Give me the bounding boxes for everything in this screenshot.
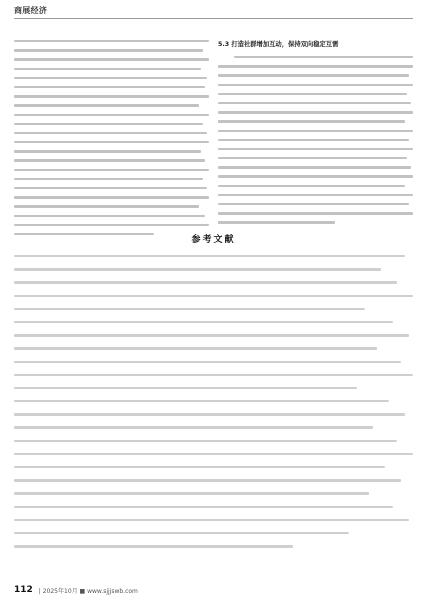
- text-line: [14, 196, 209, 198]
- left-column: [14, 40, 209, 242]
- reference-entry: [14, 453, 413, 455]
- reference-entry: [14, 361, 401, 363]
- reference-entry: [14, 413, 405, 415]
- reference-entry: [14, 387, 357, 389]
- text-line: [14, 178, 203, 180]
- reference-entry: [14, 321, 393, 323]
- reference-entry: [14, 347, 377, 349]
- reference-entry: [14, 466, 385, 468]
- journal-name: 商展经济: [14, 6, 48, 15]
- reference-entry: [14, 440, 397, 442]
- text-line: [218, 212, 413, 214]
- text-line: [218, 194, 413, 196]
- text-line: [218, 130, 413, 132]
- reference-entry: [14, 426, 373, 428]
- text-line: [218, 120, 405, 122]
- reference-entry: [14, 308, 365, 310]
- section-heading: 5.3 打造社群增加互动，保持双向稳定互需: [218, 41, 339, 48]
- text-line: [14, 40, 209, 42]
- text-line: [218, 111, 413, 113]
- text-line: [218, 157, 407, 159]
- text-line: [14, 159, 205, 161]
- text-line: [218, 65, 413, 67]
- text-line: [14, 187, 207, 189]
- reference-entry: [14, 295, 413, 297]
- text-line: [14, 123, 203, 125]
- references-title: 参考文献: [191, 235, 236, 245]
- footer-meta: | 2025年10月 ■ www.sjjjswb.com: [38, 587, 138, 595]
- text-line: [218, 93, 407, 95]
- reference-entry: [14, 545, 293, 547]
- reference-entry: [14, 334, 409, 336]
- text-line: [14, 95, 209, 97]
- reference-entry: [14, 532, 349, 534]
- reference-entry: [14, 506, 393, 508]
- text-line: [218, 74, 409, 76]
- reference-entry: [14, 400, 389, 402]
- text-line: [14, 141, 209, 143]
- reference-entry: [14, 479, 401, 481]
- text-line: [218, 203, 409, 205]
- text-line: [14, 150, 201, 152]
- text-line: [218, 84, 413, 86]
- reference-entry: [14, 492, 369, 494]
- text-line: [14, 77, 207, 79]
- text-line: [218, 102, 411, 104]
- reference-entry: [14, 255, 405, 257]
- text-line: [14, 205, 199, 207]
- reference-entry: [14, 374, 413, 376]
- text-line: [14, 215, 205, 217]
- text-line: [14, 169, 209, 171]
- text-line: [14, 86, 205, 88]
- references-list: [14, 255, 413, 558]
- reference-entry: [14, 268, 381, 270]
- header-rule: [14, 18, 413, 19]
- text-line: [218, 221, 335, 223]
- text-line: [14, 104, 199, 106]
- page-number: 112: [14, 585, 33, 595]
- text-line: [234, 56, 413, 58]
- text-line: [14, 68, 201, 70]
- text-line: [14, 58, 209, 60]
- text-line: [14, 49, 203, 51]
- reference-entry: [14, 519, 409, 521]
- text-line: [218, 148, 413, 150]
- text-line: [218, 185, 405, 187]
- reference-entry: [14, 281, 397, 283]
- page-footer: [14, 585, 138, 595]
- text-line: [218, 175, 413, 177]
- text-line: [14, 224, 209, 226]
- text-line: [14, 132, 207, 134]
- right-column: [218, 40, 413, 231]
- text-line: [14, 114, 209, 116]
- text-line: [218, 139, 409, 141]
- text-line: [218, 166, 411, 168]
